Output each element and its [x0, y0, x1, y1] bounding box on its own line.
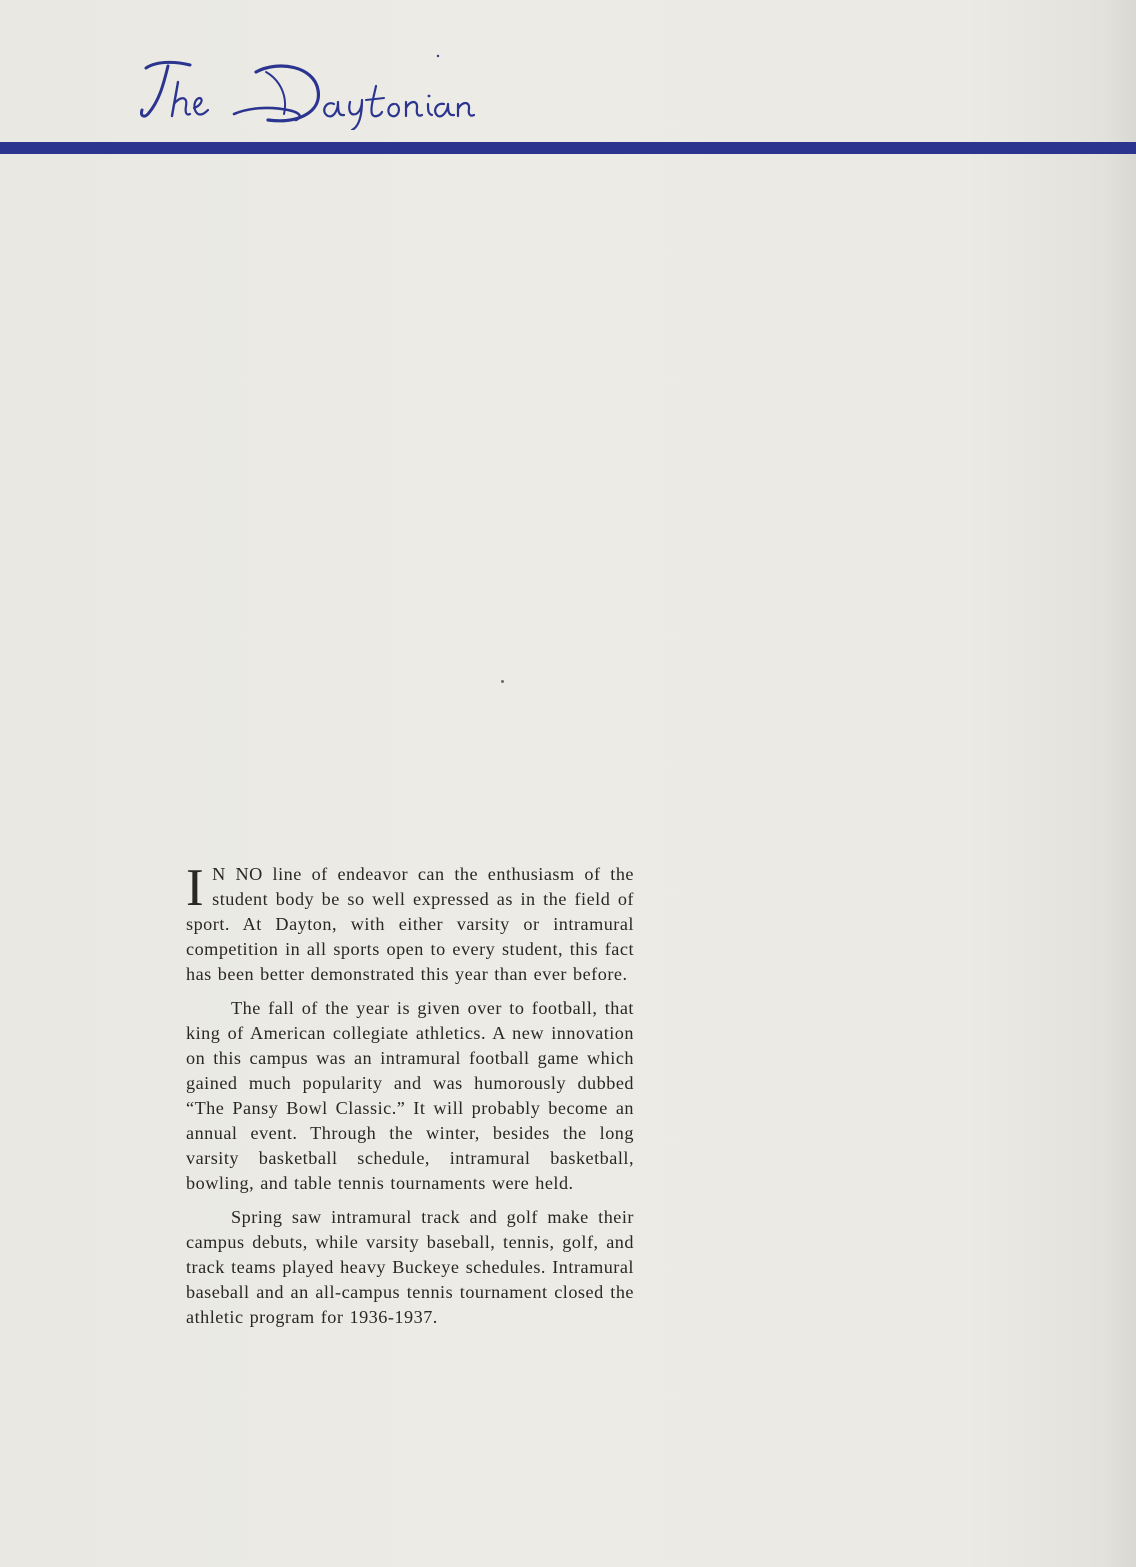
header-rule — [0, 142, 1136, 154]
header-title-text: The Daytonian — [138, 50, 146, 51]
article-paragraph-1 — [186, 859, 634, 987]
article-body — [186, 859, 634, 1339]
paper-speck — [501, 680, 504, 683]
article-paragraph-2: The fall of the year is given over to football, that king of American collegiate athletics. A new innovation on this campus was an intramural football game which gained much popularity and was humorously dubbed “The Pansy Bowl Classic.” It will probably become an annual event. Through the winter, besides the long varsity basketball schedule, intramural basketball, bowling, and table tennis tournaments were held. — [186, 998, 634, 1193]
article-paragraph-3: Spring saw intramural track and golf make their campus debuts, while varsity baseball, tennis, golf, and track teams played heavy Buckeye schedules. Intramural baseball and an all-campus tennis tournament closed the athletic program for 1936-1937. — [186, 1207, 634, 1327]
drop-cap: I — [186, 859, 205, 917]
script-title-logo — [138, 50, 478, 130]
paragraph-1-text: N NO line of endeavor can the enthusiasm of the student body be so well expressed as in the field of sport. At Dayton, with either varsity or intramural competition in all sports open to every student, this fact has been better demonstrated this year than ever before. — [186, 864, 634, 984]
page-header-title — [138, 50, 478, 130]
